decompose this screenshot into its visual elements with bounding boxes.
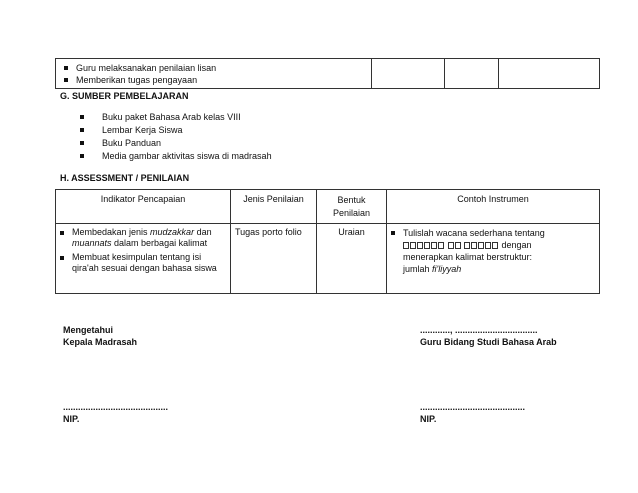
list-item: Membedakan jenis mudzakkar dan muannats dalam berbagai kalimat (60, 227, 226, 249)
bullet-icon (80, 115, 84, 119)
bentuk-cell: Uraian (317, 224, 387, 294)
sig-left-line2: Kepala Madrasah (63, 337, 138, 347)
section-g-title: G. SUMBER PEMBELAJARAN (60, 91, 189, 101)
bullet-icon (80, 141, 84, 145)
list-item: Buku Panduan (80, 137, 272, 150)
assessment-table (55, 189, 600, 294)
header-contoh: Contoh Instrumen (387, 190, 600, 224)
signature-left (63, 324, 137, 348)
sig-left-line1: Mengetahui (63, 325, 114, 335)
sig-right-nip: NIP. (420, 414, 437, 424)
sig-right-dots: .......................................... (420, 402, 526, 412)
signature-right-bottom (420, 401, 525, 425)
list-item: Guru melaksanakan penilaian lisan (64, 62, 371, 74)
signature-left-bottom (63, 401, 168, 425)
indikator-cell (56, 224, 231, 294)
top-table-cell (499, 59, 600, 89)
bullet-icon (391, 231, 395, 235)
list-item: Buku paket Bahasa Arab kelas VIII (80, 111, 272, 124)
top-table-items-cell (56, 59, 372, 89)
signature-right (420, 324, 557, 348)
top-table (55, 58, 600, 89)
header-bentuk-text: Bentuk Penilaian (332, 195, 371, 218)
list-item: Membuat kesimpulan tentang isi qira'ah sesuai dengan bahasa siswa (60, 252, 226, 274)
bullet-icon (60, 256, 64, 260)
section-h-title: H. ASSESSMENT / PENILAIAN (60, 173, 190, 183)
list-item: Tulislah wacana sederhana tentang dengan menerapkan kalimat berstruktur: jumlah fi'liyyah (391, 227, 595, 275)
sig-left-nip: NIP. (63, 414, 80, 424)
bullet-icon (64, 78, 68, 82)
bullet-icon (60, 231, 64, 235)
list-item: Lembar Kerja Siswa (80, 124, 272, 137)
contoh-cell (387, 224, 600, 294)
sig-left-dots: .......................................... (63, 402, 169, 412)
list-item: Memberikan tugas pengayaan (64, 74, 371, 86)
arabic-glyph-boxes (403, 240, 499, 250)
top-table-cell (445, 59, 499, 89)
header-indikator: Indikator Pencapaian (56, 190, 231, 224)
sig-right-line1: ............, ................................. (420, 325, 538, 335)
top-table-cell (372, 59, 445, 89)
header-bentuk (317, 190, 387, 224)
sig-right-line2: Guru Bidang Studi Bahasa Arab (420, 337, 557, 347)
section-g-list (80, 111, 272, 163)
list-item: Media gambar aktivitas siswa di madrasah (80, 150, 272, 163)
bullet-icon (80, 128, 84, 132)
bullet-icon (80, 154, 84, 158)
bullet-icon (64, 66, 68, 70)
header-jenis: Jenis Penilaian (231, 190, 317, 224)
jenis-cell: Tugas porto folio (231, 224, 317, 294)
